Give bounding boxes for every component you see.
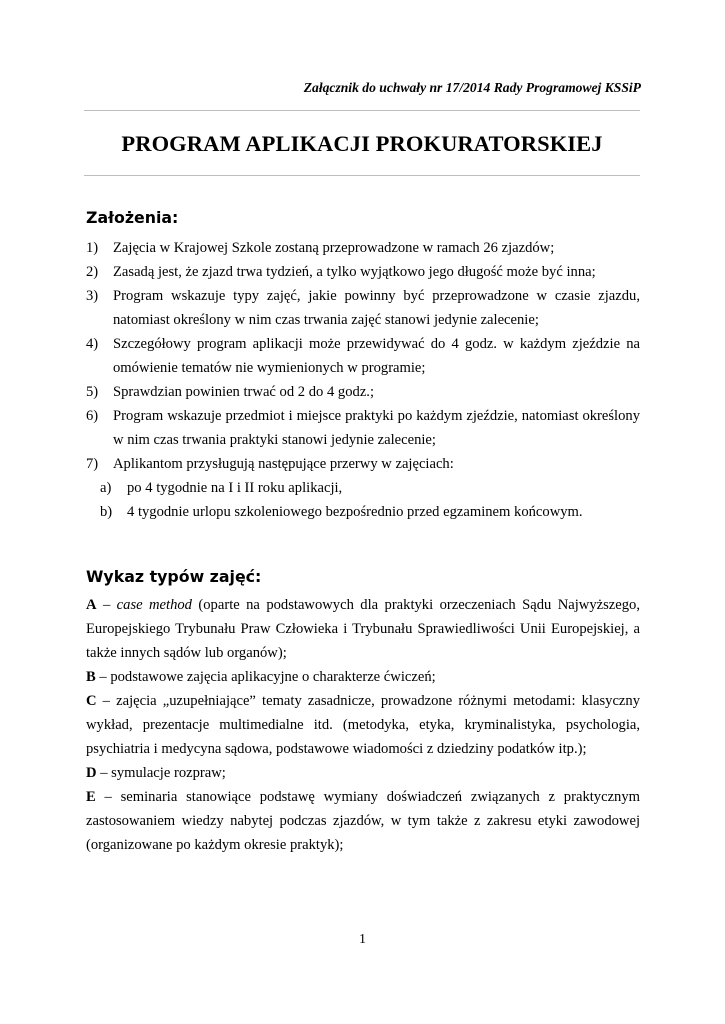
type-letter: C (86, 693, 97, 709)
types-heading: Wykaz typów zajęć: (86, 567, 262, 586)
type-e-text: – seminaria stanowiące podstawę wymiany doświadczeń związanych z praktycznym zastosowaniem wiedzy nabytej podczas zjazdów, w tym także z zakresu etyki zawodowej (organizowane po każdym okresie praktyk); (86, 789, 640, 853)
type-a-paragraph (86, 593, 640, 665)
top-divider (84, 110, 640, 111)
type-d-paragraph (86, 761, 640, 785)
item-text: Program wskazuje typy zajęć, jakie powinny być przeprowadzone w czasie zjazdu, natomiast określony w nim czas trwania zajęć stanowi jedynie zalecenie; (113, 288, 640, 328)
type-c-paragraph (86, 689, 640, 761)
type-letter: B (86, 669, 96, 685)
list-item (86, 380, 640, 404)
list-item (86, 260, 640, 284)
type-dash: – (96, 597, 117, 613)
item-number: 3) (86, 288, 99, 304)
item-text: Sprawdzian powinien trwać od 2 do 4 godz.; (113, 384, 375, 400)
item-text: Aplikantom przysługują następujące przerwy w zajęciach: (113, 456, 454, 472)
document-title: PROGRAM APLIKACJI PROKURATORSKIEJ (121, 131, 603, 156)
item-text: Zajęcia w Krajowej Szkole zostaną przeprowadzone w ramach 26 zjazdów; (113, 240, 555, 256)
item-number: 7) (86, 456, 99, 472)
type-a-text: (oparte na podstawowych dla praktyki orzeczeniach Sądu Najwyższego, Europejskiego Trybunału Praw Człowieka i Trybunału Sprawiedliwości Unii Europejskiej, a także innych sądów lub organów); (86, 597, 640, 661)
list-item (86, 332, 640, 380)
assumptions-list (86, 236, 640, 524)
sub-list-item (86, 500, 640, 524)
item-number: 4) (86, 336, 99, 352)
item-number: 5) (86, 384, 99, 400)
list-item (86, 404, 640, 452)
item-number: 1) (86, 240, 99, 256)
list-item (86, 236, 640, 260)
item-number: 2) (86, 264, 99, 280)
item-text: Program wskazuje przedmiot i miejsce praktyki po każdym zjeździe, natomiast określony w nim czas trwania praktyki stanowi jedynie zalecenie; (113, 408, 640, 448)
sub-item-text: po 4 tygodnie na I i II roku aplikacji, (127, 480, 343, 496)
type-c-text: – zajęcia „uzupełniające” tematy zasadnicze, prowadzone różnymi metodami: klasyczny wykład, prezentacje multimedialne itd. (metodyka, etyka, kryminalistyka, psychologia, psychiatria i medycyna sądowa, podstawowe wiadomości z dziedziny podatków itp.); (86, 693, 640, 757)
types-list (86, 593, 640, 857)
annex-note: Załącznik do uchwały nr 17/2014 Rady Programowej KSSiP (303, 80, 641, 95)
type-a-method: case method (116, 597, 192, 613)
type-letter: E (86, 789, 96, 805)
item-text: Zasadą jest, że zjazd trwa tydzień, a tylko wyjątkowo jego długość może być inna; (113, 264, 596, 280)
title-divider (84, 175, 640, 176)
type-letter: A (86, 597, 97, 613)
sub-item-letter: b) (100, 504, 113, 520)
assumptions-heading: Założenia: (86, 208, 179, 227)
type-letter: D (86, 765, 97, 781)
item-text: Szczegółowy program aplikacji może przewidywać do 4 godz. w każdym zjeździe na omówienie tematów nie wymienionych w programie; (113, 336, 640, 376)
list-item (86, 452, 640, 476)
type-b-paragraph (86, 665, 640, 689)
type-d-text: – symulacje rozpraw; (96, 765, 226, 781)
sub-item-letter: a) (100, 480, 112, 496)
sub-item-text: 4 tygodnie urlopu szkoleniowego bezpośrednio przed egzaminem końcowym. (127, 504, 583, 520)
type-b-text: – podstawowe zajęcia aplikacyjne o charakterze ćwiczeń; (95, 669, 436, 685)
item-number: 6) (86, 408, 99, 424)
sub-list-item (86, 476, 640, 500)
type-e-paragraph (86, 785, 640, 857)
page-number: 1 (359, 932, 366, 947)
list-item (86, 284, 640, 332)
